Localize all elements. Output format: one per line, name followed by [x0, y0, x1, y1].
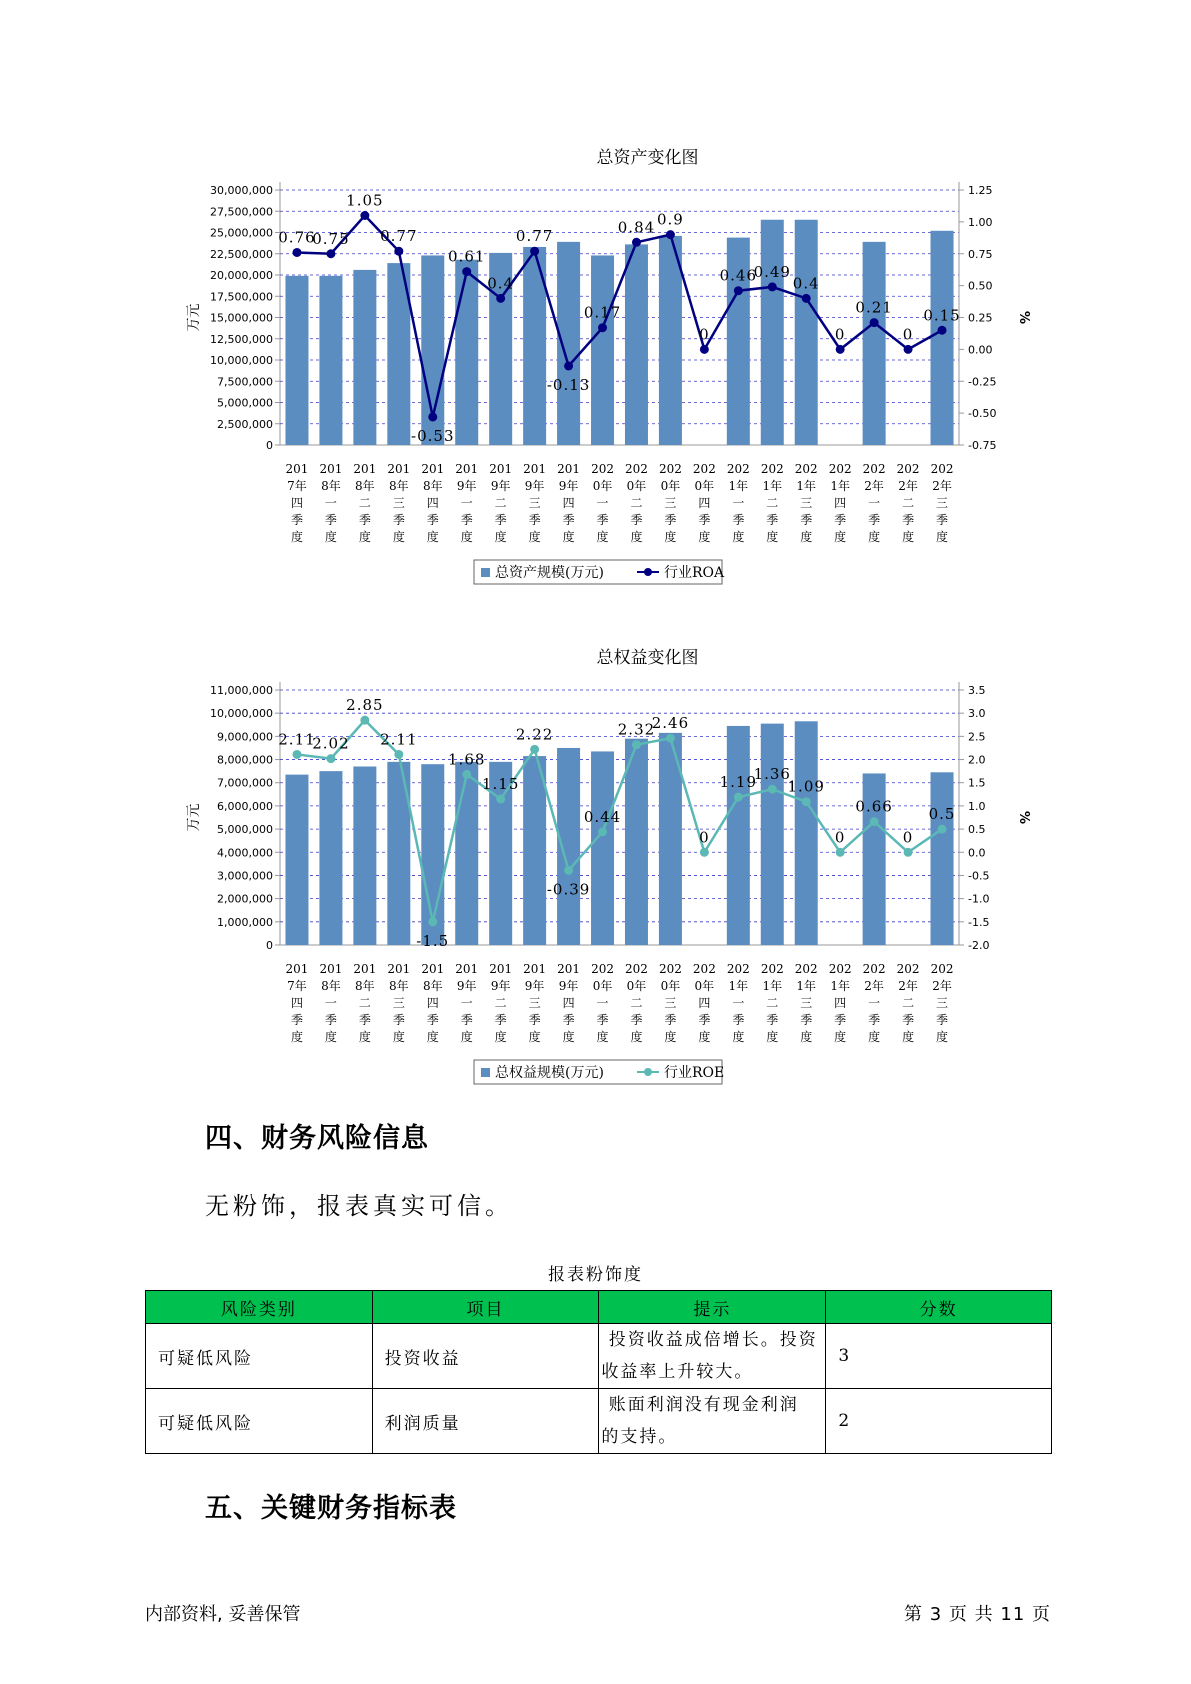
y-axis-label: 万元	[186, 303, 202, 332]
total-assets-chart	[0, 135, 1191, 595]
line-point	[462, 267, 471, 276]
legend-bar-label: 总权益规模(万元)	[495, 1065, 604, 1081]
bar	[727, 726, 750, 945]
x-tick-label: 201 9年四季度	[557, 462, 581, 544]
data-label: 2.02	[312, 734, 350, 753]
data-label: 0.21	[855, 298, 893, 317]
data-label: 1.19	[719, 773, 758, 792]
y-tick-label: 3,000,000	[217, 869, 273, 883]
total-equity-chart	[0, 635, 1191, 1095]
data-label: 0.15	[923, 306, 961, 325]
data-label: -0.53	[411, 426, 455, 445]
y2-tick-label: -0.25	[968, 375, 997, 389]
footer-page-number: 第 3 页 共 11 页	[904, 1604, 1051, 1625]
x-tick-label: 202 2年三季度	[930, 462, 954, 544]
y2-tick-label: -0.50	[968, 407, 997, 421]
y2-axis-label: %	[1016, 810, 1031, 825]
hint-line: 投资收益成倍增长。投资	[601, 1330, 818, 1350]
y2-tick-label: 0.5	[968, 823, 986, 837]
data-label: 0	[834, 325, 846, 344]
data-label: 0.4	[792, 274, 820, 293]
y-axis-label: 万元	[186, 803, 202, 832]
y-tick-label: 12,500,000	[210, 332, 273, 346]
x-tick-label: 202 1年四季度	[828, 962, 852, 1044]
y2-tick-label: 1.5	[968, 776, 986, 790]
bar	[557, 748, 580, 945]
section-5-title: 五、关键财务指标表	[205, 1493, 457, 1524]
table-row	[146, 1324, 1052, 1389]
hint-line: 收益率上升较大。	[601, 1362, 754, 1382]
y-tick-label: 0	[266, 939, 273, 952]
y2-tick-label: 3.5	[968, 684, 986, 697]
x-tick-label: 202 2年一季度	[862, 962, 886, 1044]
line-point	[360, 716, 369, 725]
x-tick-label: 201 9年二季度	[489, 462, 513, 544]
bar	[319, 276, 342, 445]
item-cell: 利润质量	[372, 1389, 599, 1454]
line-point	[802, 797, 811, 806]
bar	[931, 231, 954, 445]
header-score: 分数	[826, 1291, 1052, 1324]
line-point	[496, 294, 505, 303]
section-4-title: 四、财务风险信息	[205, 1123, 429, 1154]
data-label: 0.46	[719, 266, 758, 285]
bar	[353, 767, 376, 946]
bar	[761, 220, 784, 445]
data-label: 1.68	[448, 750, 486, 769]
line-point	[326, 249, 335, 258]
data-label: 0.5	[928, 805, 956, 824]
y-tick-label: 11,000,000	[210, 684, 273, 697]
bar	[659, 236, 682, 445]
y-tick-label: 30,000,000	[210, 184, 273, 197]
data-label: 2.11	[278, 730, 316, 749]
line-point	[768, 785, 777, 794]
x-tick-label: 201 8年二季度	[353, 462, 377, 544]
x-tick-label: 202 2年一季度	[862, 462, 886, 544]
data-label: 0.9	[656, 210, 684, 229]
bar	[591, 751, 614, 945]
line-point	[904, 848, 913, 857]
y-tick-label: 15,000,000	[210, 311, 273, 325]
data-label: 0.61	[448, 247, 486, 266]
data-label: 1.15	[481, 774, 520, 793]
data-label: 0.44	[583, 807, 622, 826]
data-label: 0.84	[617, 218, 656, 237]
data-label: 2.22	[515, 725, 554, 744]
x-tick-label: 201 9年三季度	[523, 462, 547, 544]
table-row	[146, 1389, 1052, 1454]
data-label: 1.09	[787, 777, 825, 796]
data-label: 2.85	[346, 696, 384, 715]
y-tick-label: 5,000,000	[217, 396, 273, 410]
data-label: 0.66	[855, 797, 893, 816]
line-point	[700, 848, 709, 857]
y-tick-label: 2,000,000	[217, 892, 273, 906]
x-tick-label: 201 8年三季度	[387, 462, 411, 544]
hint-line: 的支持。	[601, 1427, 678, 1447]
y2-tick-label: 2.5	[968, 730, 986, 744]
x-tick-label: 201 9年一季度	[455, 462, 479, 544]
x-tick-label: 202 1年二季度	[760, 462, 784, 544]
line-point	[292, 750, 301, 759]
item-cell: 投资收益	[372, 1324, 599, 1389]
line-point	[428, 412, 437, 421]
line-point	[734, 286, 743, 295]
line-point	[326, 754, 335, 763]
data-label: 0	[902, 325, 914, 344]
y2-tick-label: 3.0	[968, 707, 986, 721]
y-tick-label: 22,500,000	[210, 247, 273, 261]
x-tick-label: 202 0年一季度	[591, 462, 614, 544]
data-label: 0.77	[380, 227, 418, 246]
data-label: -0.39	[546, 880, 591, 899]
y2-tick-label: -0.75	[968, 439, 997, 452]
data-label: 0	[902, 828, 914, 847]
data-label: 0.77	[515, 227, 554, 246]
risk-category-cell: 可疑低风险	[146, 1389, 373, 1454]
x-tick-label: 201 8年一季度	[319, 462, 343, 544]
y2-tick-label: -0.5	[968, 869, 990, 883]
bar	[625, 739, 648, 945]
y2-tick-label: 0.00	[968, 343, 993, 357]
y2-tick-label: 0.75	[968, 247, 993, 261]
chart-title: 总资产变化图	[596, 148, 699, 168]
y2-tick-label: -1.0	[968, 892, 990, 906]
x-tick-label: 201 8年三季度	[387, 962, 411, 1044]
y-tick-label: 6,000,000	[217, 799, 273, 813]
y-tick-label: 17,500,000	[210, 290, 273, 304]
x-tick-label: 201 8年四季度	[421, 462, 445, 544]
data-label: -1.5	[416, 931, 450, 950]
line-point	[496, 794, 505, 803]
bar	[455, 762, 478, 945]
legend-bar-swatch	[481, 1068, 490, 1077]
bar	[863, 242, 886, 445]
line-point	[734, 793, 743, 802]
data-label: 0.75	[312, 229, 350, 248]
line-point	[598, 323, 607, 332]
y-tick-label: 9,000,000	[217, 730, 273, 744]
bar	[523, 756, 546, 945]
x-tick-label: 201 8年一季度	[319, 962, 343, 1044]
footer-confidential: 内部资料, 妥善保管	[145, 1604, 301, 1625]
data-label: 0	[699, 828, 710, 847]
score-cell: 3	[826, 1324, 1052, 1389]
line-point	[870, 318, 879, 327]
x-tick-label: 202 2年二季度	[896, 962, 920, 1044]
y-tick-label: 25,000,000	[210, 226, 273, 240]
header-item: 项目	[372, 1291, 599, 1324]
x-tick-label: 202 0年三季度	[658, 462, 682, 544]
y2-tick-label: -2.0	[968, 939, 990, 952]
y-tick-label: 10,000,000	[210, 707, 273, 721]
line-point	[530, 745, 539, 754]
data-label: 0.49	[753, 262, 791, 281]
line-point	[938, 326, 947, 335]
y2-axis-label: %	[1016, 310, 1031, 325]
line-point	[632, 238, 641, 247]
x-tick-label: 202 1年一季度	[726, 462, 750, 544]
bar	[625, 244, 648, 445]
y2-tick-label: 0.25	[968, 311, 993, 325]
line-point	[598, 827, 607, 836]
legend-line-label: 行业ROE	[664, 1065, 725, 1081]
y-tick-label: 10,000,000	[210, 354, 273, 367]
legend-line-marker	[644, 1068, 652, 1076]
line-point	[666, 734, 675, 743]
data-label: 2.32	[617, 720, 656, 739]
x-tick-label: 201 7年四季度	[285, 462, 309, 544]
x-tick-label: 201 9年二季度	[489, 962, 513, 1044]
x-tick-label: 202 0年二季度	[625, 962, 648, 1044]
line-point	[360, 211, 369, 220]
risk-summary-text: 无粉饰，报表真实可信。	[205, 1192, 513, 1220]
y2-tick-label: 0.50	[968, 279, 993, 293]
y2-tick-label: 1.25	[968, 184, 993, 197]
bar	[285, 775, 308, 945]
x-tick-label: 202 1年二季度	[760, 962, 784, 1044]
line-point	[564, 361, 573, 370]
line-point	[530, 247, 539, 256]
line-point	[836, 848, 845, 857]
y2-tick-label: 0.0	[968, 846, 986, 860]
chart-title: 总权益变化图	[596, 648, 699, 668]
y-tick-label: 7,000,000	[217, 776, 273, 790]
data-label: 2.46	[651, 714, 690, 733]
y-tick-label: 0	[266, 439, 273, 452]
hint-cell	[599, 1389, 826, 1454]
legend-line-label: 行业ROA	[664, 565, 725, 581]
bar	[353, 270, 376, 445]
x-tick-label: 202 2年三季度	[930, 962, 954, 1044]
legend-bar-label: 总资产规模(万元)	[495, 565, 604, 581]
x-tick-label: 201 8年四季度	[421, 962, 445, 1044]
x-tick-label: 202 0年二季度	[625, 462, 648, 544]
risk-category-cell: 可疑低风险	[146, 1324, 373, 1389]
hint-line: 账面利润没有现金利润	[601, 1395, 799, 1415]
line-point	[870, 817, 879, 826]
hint-cell	[599, 1324, 826, 1389]
x-tick-label: 201 9年四季度	[557, 962, 581, 1044]
line-point	[938, 825, 947, 834]
y-tick-label: 20,000,000	[210, 269, 273, 282]
x-tick-label: 202 1年一季度	[726, 962, 750, 1044]
y-tick-label: 27,500,000	[210, 205, 273, 219]
line-point	[768, 282, 777, 291]
line-point	[394, 750, 403, 759]
bar	[591, 255, 614, 445]
line-point	[666, 230, 675, 239]
line-point	[802, 294, 811, 303]
y2-tick-label: 1.00	[968, 215, 993, 229]
data-label: 0	[699, 325, 710, 344]
bar	[928, 772, 956, 945]
header-hint: 提示	[599, 1291, 826, 1324]
x-tick-label: 201 9年三季度	[523, 962, 547, 1044]
x-tick-label: 202 0年三季度	[658, 962, 682, 1044]
data-label: 0.4	[487, 274, 515, 293]
x-tick-label: 201 9年一季度	[455, 962, 479, 1044]
risk-table-header-row	[146, 1291, 1052, 1324]
bar	[285, 276, 308, 445]
x-tick-label: 201 8年二季度	[353, 962, 377, 1044]
y-tick-label: 4,000,000	[217, 846, 273, 860]
data-label: 0	[834, 828, 846, 847]
line-point	[394, 247, 403, 256]
x-tick-label: 202 1年三季度	[794, 462, 818, 544]
y-tick-label: 1,000,000	[217, 915, 273, 929]
x-tick-label: 202 1年三季度	[794, 962, 818, 1044]
x-tick-label: 202 0年四季度	[692, 962, 716, 1044]
data-label: 1.05	[346, 191, 384, 210]
bar	[557, 242, 580, 445]
line-point	[292, 248, 301, 257]
data-label: 1.36	[753, 765, 791, 784]
bar	[792, 220, 820, 445]
legend-line-marker	[644, 568, 652, 576]
data-label: 0.76	[278, 228, 316, 247]
y-tick-label: 5,000,000	[217, 823, 273, 837]
x-tick-label: 201 7年四季度	[285, 962, 309, 1044]
bar	[319, 771, 342, 945]
line-point	[700, 345, 709, 354]
y-tick-label: 7,500,000	[217, 375, 273, 389]
line-point	[428, 917, 437, 926]
data-label: 2.11	[380, 730, 418, 749]
bar	[761, 724, 784, 945]
legend-bar-swatch	[481, 568, 490, 577]
line-point	[632, 740, 641, 749]
x-tick-label: 202 2年二季度	[896, 462, 920, 544]
risk-table	[145, 1290, 1052, 1454]
x-tick-label: 202 0年四季度	[692, 462, 716, 544]
y2-tick-label: 1.0	[968, 799, 986, 813]
y-tick-label: 2,500,000	[217, 417, 273, 431]
risk-table-caption: 报表粉饰度	[548, 1265, 643, 1285]
score-cell: 2	[826, 1389, 1052, 1454]
line-point	[836, 345, 845, 354]
data-label: 0.17	[583, 303, 622, 322]
line-point	[564, 866, 573, 875]
bar	[455, 260, 478, 445]
x-tick-label: 202 0年一季度	[591, 962, 614, 1044]
line-point	[462, 770, 471, 779]
data-label: -0.13	[546, 375, 591, 394]
header-risk-category: 风险类别	[146, 1291, 373, 1324]
y2-tick-label: -1.5	[968, 915, 990, 929]
y-tick-label: 8,000,000	[217, 753, 273, 767]
x-tick-label: 202 1年四季度	[828, 462, 852, 544]
line-point	[904, 345, 913, 354]
y2-tick-label: 2.0	[968, 753, 986, 767]
bar	[795, 721, 818, 945]
